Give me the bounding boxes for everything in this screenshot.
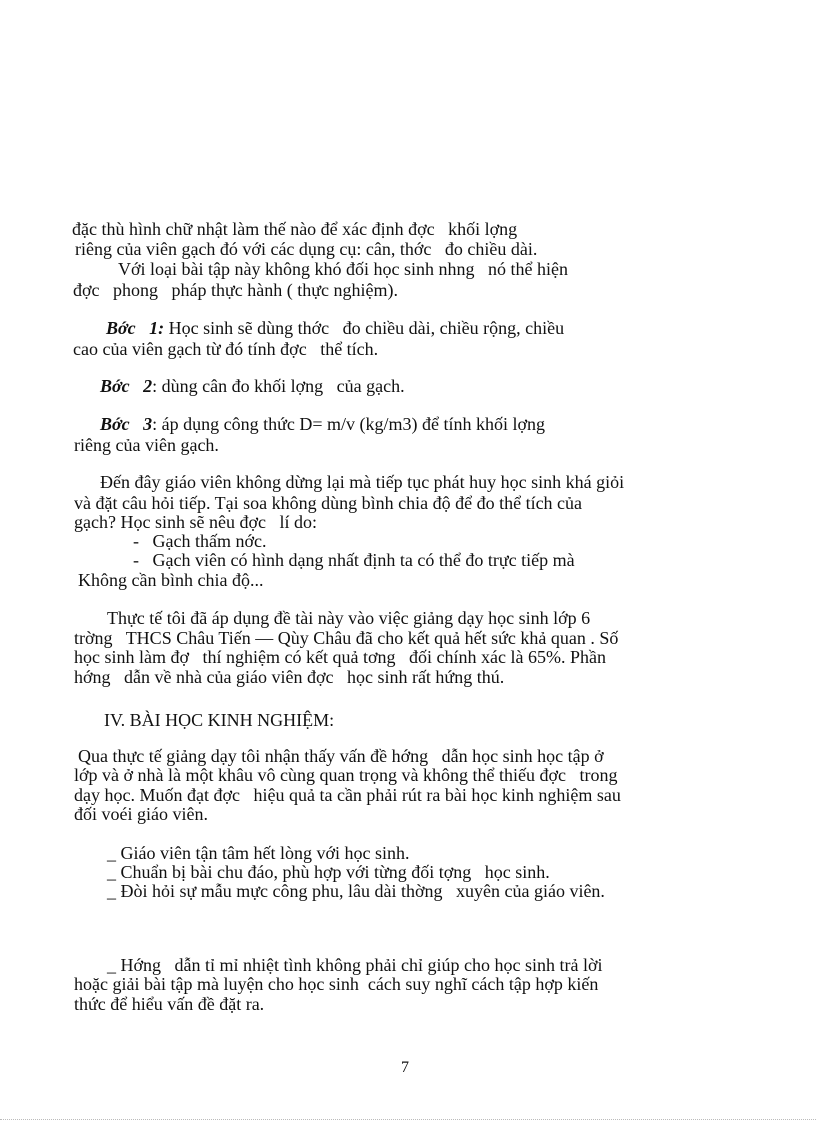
list-item: _ Giáo viên tận tâm hết lòng với học sinh. <box>107 843 410 863</box>
step-1-label: Bớc 1: <box>106 318 165 338</box>
final-line-3: thức để hiểu vấn đề đặt ra. <box>74 994 265 1014</box>
step-1-line-2: cao của viên gạch từ đó tính đợc thể tích. <box>73 339 379 359</box>
result-line-3: học sinh làm đợ thí nghiệm có kết quả tơng đối chính xác là 65%. Phần <box>74 647 606 667</box>
step-1-line-1 <box>106 318 564 338</box>
lesson-line-3: dạy học. Muốn đạt đợc hiệu quả ta cần phải rút ra bài học kinh nghiệm sau <box>74 785 621 805</box>
step-3-text: : áp dụng công thức D= m/v (kg/m3) để tính khối lợng <box>152 414 546 434</box>
step-3-line-1 <box>100 414 545 434</box>
lesson-line-4: đối voéi giáo viên. <box>74 804 208 824</box>
list-item: _ Chuẩn bị bài chu đáo, phù hợp với từng đối tợng học sinh. <box>107 862 550 882</box>
intro-line-2: riêng của viên gạch đó với các dụng cụ: cân, thớc đo chiều dài. <box>75 239 538 259</box>
step-2-text: : dùng cân đo khối lợng của gạch. <box>152 376 405 396</box>
step-2-label: Bớc 2 <box>100 376 153 396</box>
final-line-2: hoặc giải bài tập mà luyện cho học sinh cách suy nghĩ cách tập hợp kiến <box>74 974 599 994</box>
final-line-1: _ Hớng dẫn tỉ mỉ nhiệt tình không phải chỉ giúp cho học sinh trả lời <box>107 955 603 975</box>
question-line-1: Đến đây giáo viên không dừng lại mà tiếp tục phát huy học sinh khá giỏi <box>100 472 625 492</box>
intro-line-4: đợc phong pháp thực hành ( thực nghiệm). <box>73 280 398 300</box>
question-line-2: và đặt câu hỏi tiếp. Tại soa không dùng bình chia độ để đo thể tích của <box>74 493 583 513</box>
intro-line-3: Với loại bài tập này không khó đối học sinh nhng nó thể hiện <box>118 259 568 279</box>
page-bottom-divider <box>0 1119 816 1120</box>
result-line-2: trờng THCS Châu Tiến — Qùy Châu đã cho kết quả hết sức khả quan . Số <box>74 628 619 648</box>
step-3-line-2: riêng của viên gạch. <box>74 435 219 455</box>
intro-line-1: đặc thù hình chữ nhật làm thế nào để xác định đợc khối lợng <box>72 219 518 239</box>
result-line-4: hớng dẫn về nhà của giáo viên đợc học sinh rất hứng thú. <box>74 667 505 687</box>
page-number: 7 <box>401 1059 409 1076</box>
step-2-line <box>100 376 405 396</box>
question-bullet-1: - Gạch thấm nớc. <box>133 531 267 551</box>
section-heading: IV. BÀI HỌC KINH NGHIỆM: <box>104 710 335 730</box>
result-line-1: Thực tế tôi đã áp dụng đề tài này vào việc giảng dạy học sinh lớp 6 <box>107 608 591 628</box>
step-3-label: Bớc 3 <box>100 414 153 434</box>
lesson-line-1: Qua thực tế giảng dạy tôi nhận thấy vấn đề hớng dẫn học sinh học tập ở <box>78 746 604 766</box>
question-line-end: Không cần bình chia độ... <box>78 570 264 590</box>
question-bullet-2: - Gạch viên có hình dạng nhất định ta có thể đo trực tiếp mà <box>133 550 575 570</box>
question-line-3: gạch? Học sinh sẽ nêu đợc lí do: <box>74 512 317 532</box>
step-1-text: Học sinh sẽ dùng thớc đo chiều dài, chiều rộng, chiều <box>164 318 565 338</box>
list-item: _ Đòi hỏi sự mẫu mực công phu, lâu dài thờng xuyên của giáo viên. <box>107 881 605 901</box>
lesson-line-2: lớp và ở nhà là một khâu vô cùng quan trọng và không thể thiếu đợc trong <box>74 765 618 785</box>
